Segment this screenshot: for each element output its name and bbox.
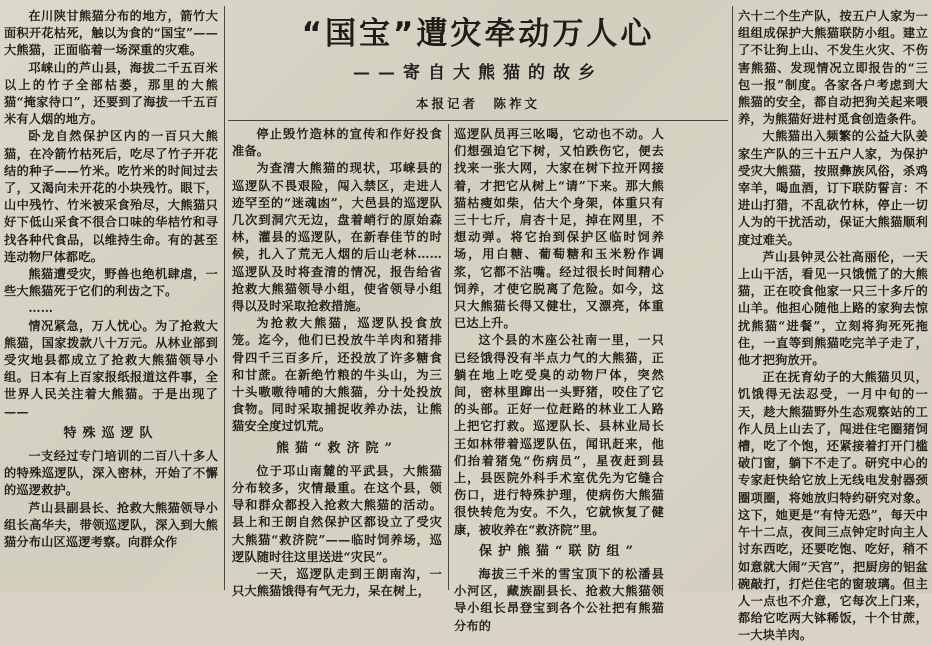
paragraph: 位于邛山南麓的平武县，大熊猫分布较多，灾情最重。在这个县，领导和群众都投入抢救大熊猫的活动。县上和王朗自然保护区都设立了受灾大熊猫“救济院”——临时饲养场，巡逻队随时往这里送进“灾民”。 — [232, 463, 442, 564]
paragraph: 情况紧急，万人忧心。为了抢救大熊猫，国家拨款八十万元。从林业部到受灾地县都成立了抢救大熊猫领导小组。日本有上百家报纸报道这件事，全世界人民关注着大熊猫。于是出现了—— — [4, 318, 218, 419]
paragraph: 为抢救大熊猫，巡逻队投食放笼。迄今，他们已投放牛羊肉和猪排骨四千三百多斤，还投放了许多糖食和甘蔗。在新绝竹粮的牛头山，为三十头嗷嗷待哺的大熊猫，分十处投放食物。同时采取捕捉收养办法，让熊猫安全度过饥荒。 — [232, 316, 442, 434]
paragraph: 芦山县副县长、抢救大熊猫领导小组长高华夫，带领巡逻队，深入到大熊猫分布山区巡逻考察。向群众作 — [4, 500, 218, 550]
section-heading-relief-house: 熊猫“救济院” — [276, 440, 398, 456]
paragraph: 熊猫遭受灾，野兽也绝机肆虐，一些大熊猫死于它们的利齿之下。 — [4, 267, 218, 299]
column-divider — [448, 124, 449, 590]
article-byline: 本报记者 陈祚文 — [415, 96, 540, 111]
paragraph: 邛崃山的芦山县，海拔二千五百米以上的竹子全部枯萎，那里的大熊猫“掩家待口”，还要到了海拔一千五百米有人烟的地方。 — [4, 60, 218, 127]
paragraph: 停止毁竹造林的宣传和作好投食准备。 — [232, 127, 442, 159]
paragraph: 海拔三千米的雪宝顶下的松潘县小河区，藏族副县长、抢救大熊猫领导小组长昂登宝到各个公社把有熊猫分布的 — [454, 567, 664, 633]
paragraph: 一支经过专门培训的二百八十多人的特殊巡逻队，深入密林，开始了不懈的巡逻救护。 — [4, 449, 218, 498]
section-heading-joint-defense: 保护熊猫“联防组” — [479, 543, 639, 559]
paragraph: 一天，巡逻队走到王朗南沟，一只大熊猫饿得有气无力，呆在树上， — [232, 567, 442, 599]
column-4 — [738, 8, 928, 645]
column-divider — [732, 6, 733, 590]
paragraph: 巡逻队员再三吆喝，它动也不动。人们想强迫它下树，又怕跌伤它，便去找来一张大网，大家在树下拉开网接着，才把它从树上“请”下来。那大熊猫枯瘦如柴，估大个身架，体重只有三十七斤，肩杏十足，掉在网里，不想动弹。将它抬到保护区临时饲养场，用白糖、葡萄糖和玉米粉作调浆，它都不沾嘴。经过很长时间精心饲养，才使它脱离了危险。如今，这只大熊猫长得又健壮，又漂亮，体重已达上升。 — [454, 127, 664, 331]
paragraph: 为查清大熊猫的现状，邛崃县的巡逻队不畏艰险，闯入禁区，走进人迹罕至的“迷魂凼”，大邑县的巡逻队几次到洞穴无边，盘着峭行的原始森林，灌县的巡逻队，在新春佳节的时候，扎入了荒无人烟的后山老林……巡逻队及时将查清的情况，报告给省抢救大熊猫领导小组，使省领导小组得以及时采取抢救措施。 — [232, 161, 442, 314]
column-1 — [4, 8, 218, 551]
paragraph: 芦山县钟灵公社高丽伦，一天上山干活，看见一只饿慌了的大熊猫，正在咬食他家一只三十多斤的山羊。他担心随他上路的家狗去惊扰熊猫“进餐”，立刻将狗死死拖住，一直等到熊猫吃完羊子走了，他才把狗放开。 — [738, 249, 928, 368]
article-subheadline: ——寄自大熊猫的故乡 — [353, 63, 603, 83]
paragraph: 六十二个生产队，按五户人家为一组组成保护大熊猫联防小组。建立了不让狗上山、不发生火灾、不伤害熊猫、发现情况立即报告的“三包一报”制度。各家各户考虑到大熊猫的安全，都自动把狗关起来喂养，为熊猫好进村觅食创造条件。 — [738, 9, 928, 127]
column-3 — [454, 126, 664, 635]
column-2 — [232, 126, 442, 600]
paragraph: 在川陕甘熊猫分布的地方，箭竹大面积开花枯死，触以为食的“国宝”——大熊猫，正面临着一场深重的灾难。 — [4, 9, 218, 58]
paragraph: 正在抚育幼子的大熊猫贝贝，饥饿得无法忍受，一月中旬的一天，趁大熊猫野外生态观察站的工作人员上山去了，闯进住宅圈猪饲槽，吃了个饱，还紧接着打开门槛破门窗，躺下不走了。研究中心的专家赶快给它放上无线电发射器颈圈项圈，将她放归特约研究对象。这下，她更是“有恃无恐”，每天中午十二点，夜间三点钟定时向主人讨东西吃，还要吃饱、吃好，稍不如意就大闹“天宫”，把厨房的铝盆碗敲打，打烂住宅的窗玻璃。但主人一点也不介意，它每次上门来，都给它吃两大钵稀饭，十个甘蔗，一大块羊肉。 — [738, 370, 928, 643]
paragraph: 卧龙自然保护区内的一百只大熊猫，在冷箭竹枯死后，吃尽了竹子开花结的种子——竹米。吃竹米的时间过去了，又渴向未开花的小块残竹。眼下，山中残竹、竹米被采食殆尽，大熊猫只好下低山采食不很合口味的华桔竹和寻找各种代食品，以维持生命。有的甚至连动物尸体都吃。 — [4, 129, 218, 264]
column-divider — [224, 6, 225, 590]
article-headline: “国宝”遭灾牵动万人心 — [301, 16, 655, 52]
paragraph: 大熊猫出入频繁的公益大队姜家生产队的三十五户人家，为保护受灾大熊猫，按照彝族风俗，杀鸡宰羊，喝血酒，订下联防誓言：不进山打猎，不乱砍竹林，停止一切人为的干扰活动，保证大熊猫顺利度过难关。 — [738, 129, 928, 247]
ellipsis: …… — [28, 301, 54, 316]
headline-rule — [228, 120, 728, 121]
paragraph: 这个县的木座公社南一里，一只已经饿得没有半点力气的大熊猫，正躺在地上吃受臭的动物尸体，突然间，密林里蹿出一头野猪，咬住了它的头部。正好一位赶路的林业工人路上把它打救。巡逻队长、县林业局长王如林带着巡逻队伍，闻讯赶来，他们抬着猪兔“伤病员”，星夜赶到县上，县医院外科手术室优先为它缝合伤口，进行特殊护理，使病伤大熊猫很快转危为安。不久，它就恢复了健康，被收养在“救济院”里。 — [454, 333, 664, 537]
section-heading-patrol-team: 特殊巡逻队 — [63, 425, 159, 441]
